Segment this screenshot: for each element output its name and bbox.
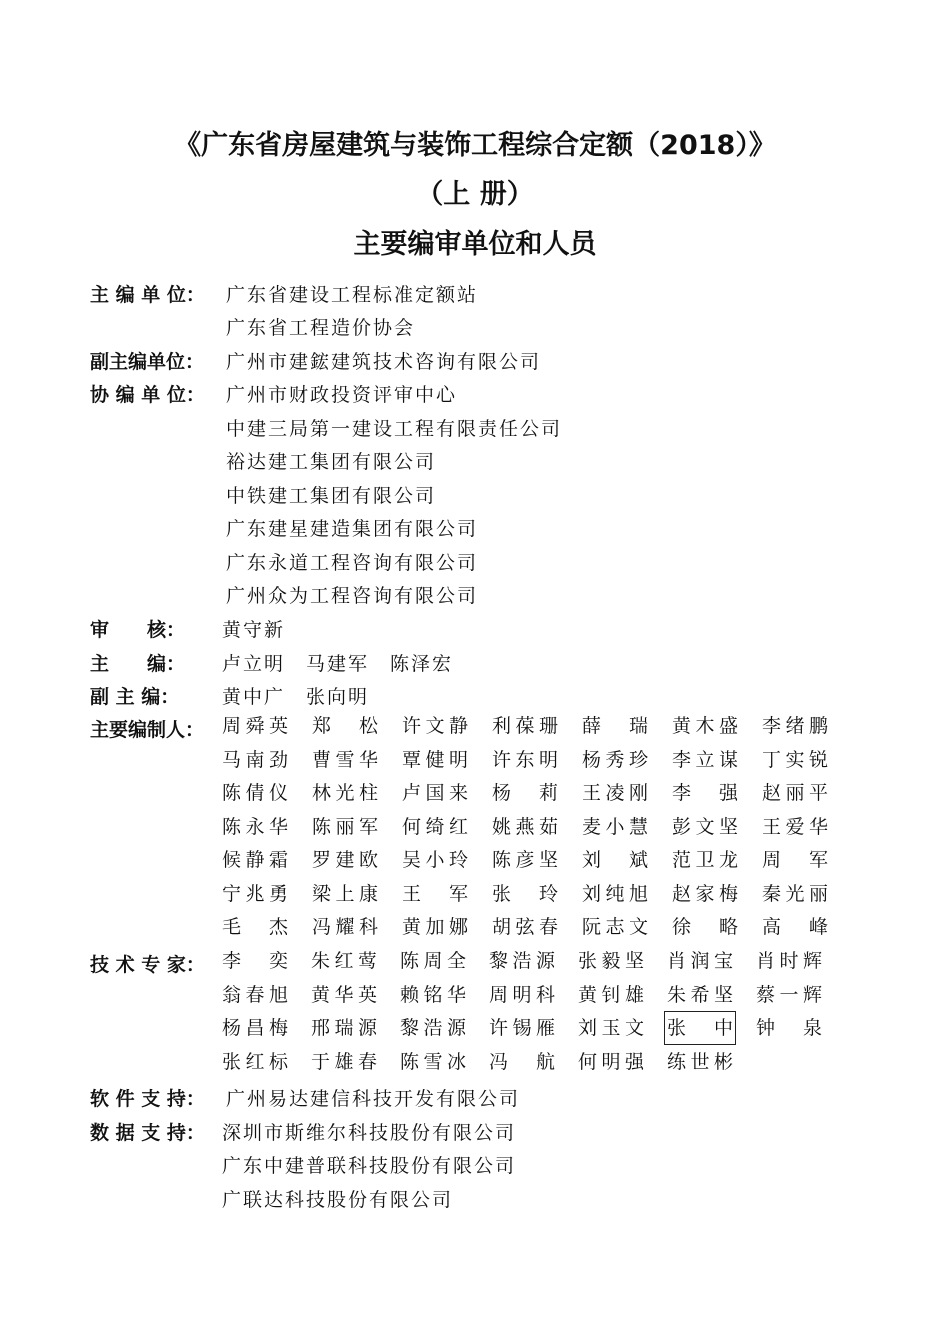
person-name: 王爱华 (762, 815, 828, 838)
person-name: 蔡一辉 (756, 983, 822, 1006)
name-row (222, 1014, 842, 1048)
experts-grid (222, 947, 842, 1081)
name-row (222, 880, 842, 914)
name-row (222, 1048, 842, 1082)
person-name: 冯航 (489, 1050, 555, 1073)
name-row (222, 846, 842, 880)
person-name: 曹雪华 (312, 748, 378, 771)
reviewer-name: 黄守新 (222, 619, 286, 641)
main-compilers-label: 主要编制人： (90, 719, 205, 741)
person-name: 徐略 (672, 916, 738, 938)
person-name: 何绮红 (402, 815, 468, 838)
person-name: 胡弦春 (492, 916, 558, 938)
person-name: 高峰 (762, 916, 828, 938)
person-name: 黄钊雄 (578, 983, 644, 1006)
person-name: 宁兆勇 (222, 882, 288, 905)
person-name: 毛杰 (222, 916, 288, 938)
person-name: 杨莉 (492, 782, 558, 804)
person-name: 周舜英 (222, 715, 288, 737)
person-name: 黎浩源 (400, 1017, 466, 1039)
person-name: 王凌刚 (582, 782, 648, 804)
person-name: 冯耀科 (312, 916, 378, 938)
section-heading: 主要编审单位和人员 (353, 229, 597, 260)
vice-editors-label: 副 主 编： (90, 686, 180, 708)
person-name: 杨昌梅 (222, 1017, 288, 1039)
person-name: 刘玉文 (578, 1017, 644, 1039)
data-support-item: 深圳市斯维尔科技股份有限公司 (222, 1122, 517, 1144)
co-unit-item: 裕达建工集团有限公司 (226, 451, 437, 473)
person-name: 朱红莺 (311, 950, 377, 972)
person-name: 刘纯旭 (582, 882, 648, 905)
person-name: 肖润宝 (667, 950, 733, 972)
person-name: 梁上康 (312, 882, 378, 905)
chief-unit-item: 广东省工程造价协会 (226, 317, 416, 339)
software-support-item: 广州易达建信科技开发有限公司 (226, 1088, 521, 1110)
person-name: 秦光丽 (762, 882, 828, 905)
person-name: 阮志文 (582, 916, 648, 938)
person-name: 覃健明 (402, 748, 468, 771)
person-name: 周明科 (489, 983, 555, 1006)
person-name: 黄加娜 (402, 916, 468, 938)
person-name: 于雄春 (311, 1050, 377, 1073)
person-name: 陈雪冰 (400, 1050, 466, 1073)
person-name: 许文静 (402, 715, 468, 737)
person-name: 吴小玲 (402, 849, 468, 871)
person-name: 肖时辉 (756, 950, 822, 972)
data-support-item: 广联达科技股份有限公司 (222, 1189, 454, 1211)
reviewer-label: 审 核： (90, 619, 186, 641)
chief-units-label: 主 编 单 位： (90, 284, 205, 306)
person-name: 丁实锐 (762, 748, 828, 771)
person-name: 张中 (667, 1014, 733, 1042)
software-support-label: 软 件 支 持： (90, 1088, 205, 1110)
person-name: 张玲 (492, 882, 558, 905)
data-support-label: 数 据 支 持： (90, 1122, 205, 1144)
person-name: 练世彬 (667, 1050, 733, 1073)
person-name: 陈丽军 (312, 815, 378, 838)
main-compilers-grid (222, 712, 842, 947)
name-row (222, 813, 842, 847)
data-support-item: 广东中建普联科技股份有限公司 (222, 1155, 517, 1177)
person-name: 邢瑞源 (311, 1017, 377, 1039)
person-name: 陈倩仪 (222, 782, 288, 804)
document-title: 《广东省房屋建筑与装饰工程综合定额（2018）》 (174, 130, 776, 161)
person-name: 黎浩源 (489, 950, 555, 972)
person-name: 彭文坚 (672, 815, 738, 838)
person-name: 杨秀珍 (582, 748, 648, 771)
person-name: 李强 (672, 782, 738, 804)
person-name: 王军 (402, 882, 468, 905)
experts-label: 技 术 专 家： (90, 954, 205, 976)
person-name: 翁春旭 (222, 983, 288, 1006)
person-name: 利葆珊 (492, 715, 558, 737)
name-row (222, 746, 842, 780)
co-unit-item: 广州众为工程咨询有限公司 (226, 585, 479, 607)
person-name: 陈彦坚 (492, 849, 558, 871)
co-unit-item: 广州市财政投资评审中心 (226, 384, 458, 406)
person-name: 李立谋 (672, 748, 738, 771)
vice-unit-item: 广州市建鋐建筑技术咨询有限公司 (226, 351, 542, 373)
person-name: 许东明 (492, 748, 558, 771)
person-name: 张红标 (222, 1050, 288, 1073)
person-name: 林光柱 (312, 782, 378, 804)
person-name: 周军 (762, 849, 828, 871)
person-name: 陈永华 (222, 815, 288, 838)
name-row (222, 779, 842, 813)
name-row (222, 712, 842, 746)
person-name: 黄华英 (311, 983, 377, 1006)
person-name: 赖铭华 (400, 983, 466, 1006)
name-row (222, 947, 842, 981)
person-name: 刘斌 (582, 849, 648, 871)
person-name: 罗建欧 (312, 849, 378, 871)
chief-editors-label: 主 编： (90, 653, 186, 675)
person-name: 朱希坚 (667, 983, 733, 1006)
person-name: 陈周全 (400, 950, 466, 972)
name-row (222, 913, 842, 947)
person-name: 李奕 (222, 950, 288, 972)
person-name: 李绪鹏 (762, 715, 828, 737)
person-name: 候静霜 (222, 849, 288, 871)
person-name: 黄木盛 (672, 715, 738, 737)
person-name: 钟泉 (756, 1017, 822, 1039)
person-name: 张毅坚 (578, 950, 644, 972)
person-name: 薛瑞 (582, 715, 648, 737)
chief-editors-names: 卢立明 马建军 陈泽宏 (222, 653, 454, 675)
person-name: 郑松 (312, 715, 378, 737)
co-units-label: 协 编 单 位： (90, 384, 205, 406)
co-unit-item: 广东建星建造集团有限公司 (226, 518, 479, 540)
person-name: 许锡雁 (489, 1017, 555, 1039)
vice-units-label: 副主编单位： (90, 351, 205, 373)
co-unit-item: 中建三局第一建设工程有限责任公司 (226, 418, 563, 440)
person-name: 何明强 (578, 1050, 644, 1073)
chief-unit-item: 广东省建设工程标准定额站 (226, 284, 479, 306)
person-name: 赵丽平 (762, 782, 828, 804)
person-name: 马南劲 (222, 748, 288, 771)
person-name: 赵家梅 (672, 882, 738, 905)
co-unit-item: 中铁建工集团有限公司 (226, 485, 437, 507)
person-name: 卢国来 (402, 782, 468, 804)
vice-editors-names: 黄中广 张向明 (222, 686, 370, 708)
volume-label: （上 册） (416, 179, 534, 210)
co-unit-item: 广东永道工程咨询有限公司 (226, 552, 479, 574)
name-row (222, 981, 842, 1015)
person-name: 姚燕茹 (492, 815, 558, 838)
person-name: 范卫龙 (672, 849, 738, 871)
person-name: 麦小慧 (582, 815, 648, 838)
